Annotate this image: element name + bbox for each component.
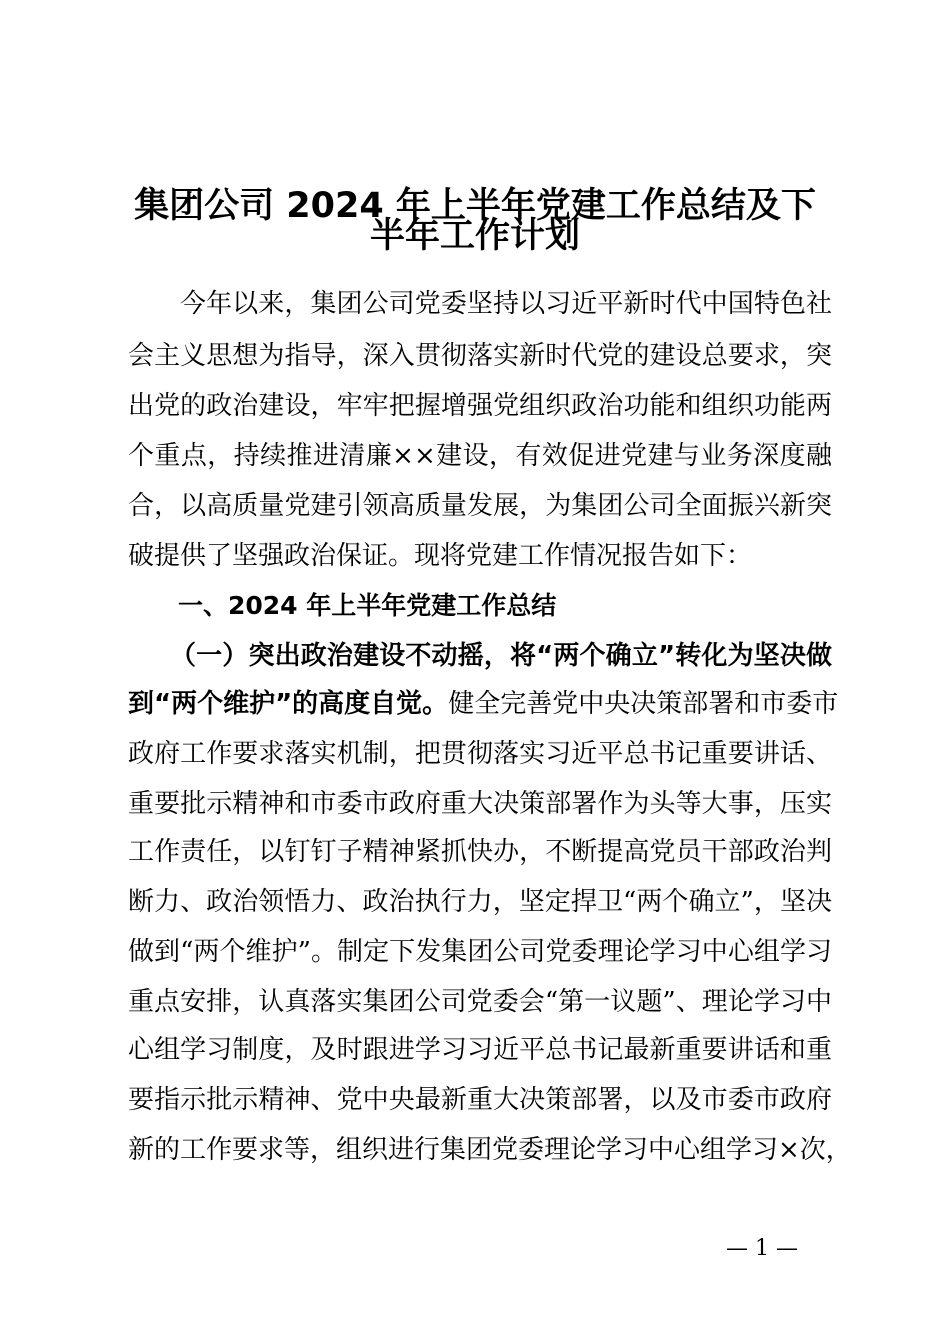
subsection-1-heading-line-2: 到“两个维护”的高度自觉。 — [128, 689, 449, 719]
subsection-1-body-line-9: 新的工作要求等，组织进行集团党委理论学习中心组学习×次， — [128, 1135, 852, 1165]
subsection-1-line-2 — [128, 688, 839, 720]
subsection-1-heading-line-1: （一）突出政治建设不动摇，将“两个确立”转化为坚决做 — [170, 641, 832, 671]
page-number: — 1 — — [726, 1236, 798, 1261]
intro-line-6: 破提供了坚强政治保证。现将党建工作情况报告如下： — [128, 541, 753, 571]
document-title-line-1: 集团公司 2024 年上半年党建工作总结及下 — [134, 186, 816, 226]
subsection-1-body-line-1: 政府工作要求落实机制，把贯彻落实习近平总书记重要讲话、 — [128, 739, 832, 769]
intro-line-1: 今年以来，集团公司党委坚持以习近平新时代中国特色社 — [180, 289, 832, 319]
subsection-1-body-line-8: 要指示批示精神、党中央最新重大决策部署，以及市委市政府 — [128, 1085, 832, 1115]
subsection-1-line-2-text: 健全完善党中央决策部署和市委市 — [448, 689, 839, 719]
section-1-heading: 一、2024 年上半年党建工作总结 — [178, 591, 557, 620]
subsection-1-body-line-4: 断力、政治领悟力、政治执行力，坚定捍卫“两个确立”，坚决 — [128, 887, 832, 917]
intro-line-2: 会主义思想为指导，深入贯彻落实新时代党的建设总要求，突 — [128, 341, 832, 371]
intro-line-5: 合，以高质量党建引领高质量发展，为集团公司全面振兴新突 — [128, 491, 832, 521]
subsection-1-body-line-6: 重点安排，认真落实集团公司党委会“第一议题”、理论学习中 — [128, 987, 832, 1017]
subsection-1-body-line-7: 心组学习制度，及时跟进学习习近平总书记最新重要讲话和重 — [128, 1035, 832, 1065]
document-title-line-2: 半年工作计划 — [369, 216, 580, 256]
intro-line-4: 个重点，持续推进清廉××建设，有效促进党建与业务深度融 — [128, 441, 832, 471]
subsection-1-body-line-5: 做到“两个维护”。制定下发集团公司党委理论学习中心组学习 — [128, 937, 832, 967]
subsection-1-body-line-2: 重要批示精神和市委市政府重大决策部署作为头等大事，压实 — [128, 789, 832, 819]
subsection-1-body-line-3: 工作责任，以钉钉子精神紧抓快办，不断提高党员干部政治判 — [128, 837, 832, 867]
intro-line-3: 出党的政治建设，牢牢把握增强党组织政治功能和组织功能两 — [128, 391, 832, 421]
